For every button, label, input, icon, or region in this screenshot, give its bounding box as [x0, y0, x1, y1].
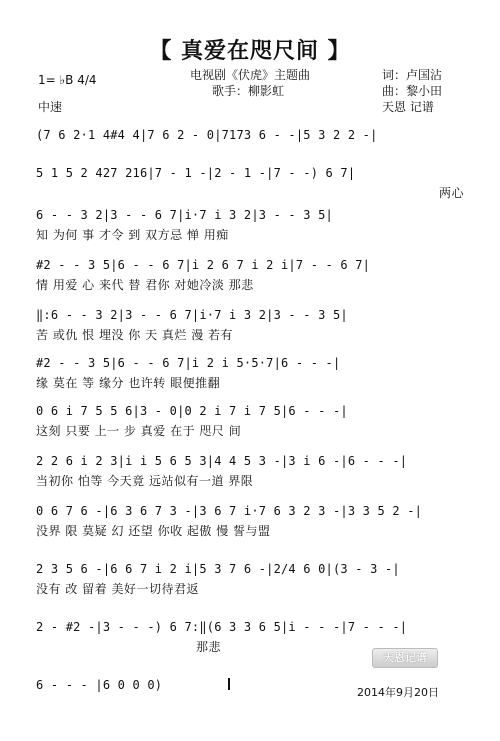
score-line-notes: 0 6 7 6 -|6 3 6 7 3 -|3 6 7 i·7 6 3 2 3 -|3 3 5 2 -| [36, 504, 423, 518]
score-line-lyrics: 那悲 [196, 640, 222, 654]
transcription-date: 2014年9月20日 [357, 686, 439, 699]
score-line-notes: #2 - - 3 5|6 - - 6 7|i 2 6 7 i 2 i|7 - - 6 7| [36, 258, 371, 272]
score-line-notes: ‖:6 - - 3 2|3 - - 6 7|i·7 i 3 2|3 - - 3 5| [36, 308, 348, 322]
score-line-notes: 5 1 5 2 427 216|7 - 1 -|2 - 1 -|7 - -) 6 7| [36, 166, 356, 180]
watermark-stamp: 天恩记谱 [372, 648, 438, 668]
final-barline [228, 678, 230, 690]
singer-credit: 歌手：柳影虹 [212, 84, 285, 98]
page-title: 【 真爱在咫尺间 】 [149, 39, 351, 64]
score-line-notes: 2 3 5 6 -|6 6 7 i 2 i|5 3 7 6 -|2/4 6 0|(3 - 3 -| [36, 562, 400, 576]
composer-credit: 曲：黎小田 [382, 84, 443, 98]
score-line-lyrics: 这刻 只要 上一 步 真爱 在于 咫尺 间 [36, 424, 242, 438]
key-signature: 1= ♭B 4/4 [38, 73, 97, 87]
score-line-notes: 6 - - - |6 0 0 0) [36, 678, 163, 692]
score-line-notes: (7 6 2·1 4#4 4|7 6 2 - 0|7173 6 - -|5 3 2 2 -| [36, 128, 378, 142]
score-line-notes: 0 6 i 7 5 5 6|3 - 0|0 2 i 7 i 7 5|6 - - -| [36, 404, 348, 418]
score-line-notes: 2 2 6 i 2 3|i i 5 6 5 3|4 4 5 3 -|3 i 6 -|6 - - -| [36, 454, 408, 468]
score-line-lyrics: 缘 莫在 等 缘分 也许转 眼便推翻 [36, 376, 221, 390]
score-line-lyrics: 没有 改 留着 美好一切待君返 [36, 582, 199, 596]
tempo-marking: 中速 [38, 100, 63, 114]
score-line-lyrics: 苦 或仇 恨 埋没 你 天 真烂 漫 若有 [36, 328, 234, 342]
score-line-notes: 6 - - 3 2|3 - - 6 7|i·7 i 3 2|3 - - 3 5| [36, 208, 333, 222]
lyricist-credit: 词：卢国沾 [382, 68, 443, 82]
score-line-notes: 2 - #2 -|3 - - -) 6 7:‖(6 3 3 6 5|i - - -|7 - - -| [36, 620, 408, 634]
score-line-lyrics: 没界 限 莫疑 幻 还望 你收 起傲 慢 誓与盟 [36, 524, 271, 538]
song-subtitle: 电视剧《伏虎》主题曲 [190, 68, 311, 82]
score-line-lyrics: 知 为何 事 才令 到 双方忌 惮 用痴 [36, 228, 229, 242]
score-line-notes: #2 - - 3 5|6 - - 6 7|i 2 i 5·5·7|6 - - -| [36, 356, 341, 370]
score-line-lyrics: 当初你 怕等 今天竟 远站似有一道 界限 [36, 474, 254, 488]
transcriber-credit: 天恩 记谱 [382, 100, 434, 114]
score-line-lyrics: 情 用爱 心 来代 替 君你 对她冷淡 那悲 [36, 278, 254, 292]
score-line-lyrics: 两心 [438, 186, 464, 200]
